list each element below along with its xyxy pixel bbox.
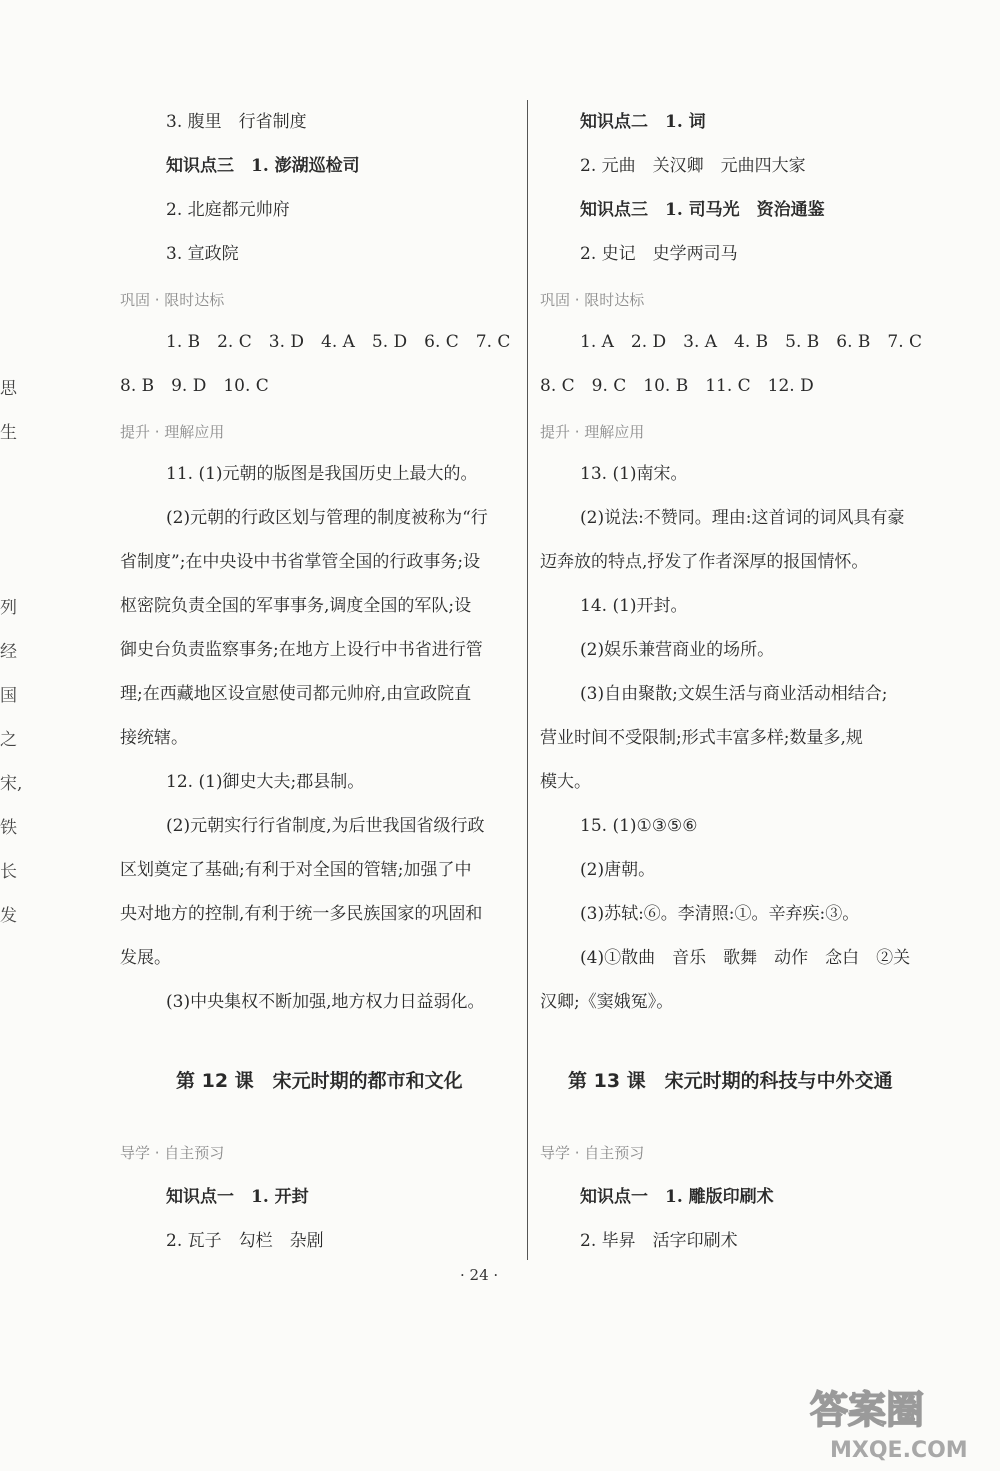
text-line: (3)中央集权不断加强,地方权力日益弱化。 — [166, 992, 485, 1012]
edge-fragment: 之 — [0, 730, 17, 750]
column-divider — [527, 100, 528, 1260]
edge-fragment: 宋, — [0, 774, 23, 794]
text-line: 央对地方的控制,有利于统一多民族国家的巩固和 — [120, 904, 483, 924]
page-number: · 24 · — [460, 1266, 499, 1284]
text-line: 3. 腹里 行省制度 — [166, 112, 307, 132]
edge-fragment: 铁 — [0, 818, 17, 838]
text-line: 汉卿;《窦娥冤》。 — [540, 992, 674, 1012]
edge-fragment: 发 — [0, 906, 17, 926]
edge-fragment: 长 — [0, 862, 17, 882]
text-line: 2. 北庭都元帅府 — [166, 200, 290, 220]
text-line: 12. (1)御史大夫;郡县制。 — [166, 772, 365, 792]
text-line: 8. B 9. D 10. C — [120, 376, 269, 396]
text-line: (2)唐朝。 — [580, 860, 656, 880]
text-line: 知识点一 1. 开封 — [166, 1187, 309, 1207]
text-line: 迈奔放的特点,抒发了作者深厚的报国情怀。 — [540, 552, 869, 572]
watermark-brand: 答案圈 — [810, 1388, 925, 1432]
text-line: (2)说法:不赞同。理由:这首词的词风具有豪 — [580, 508, 905, 528]
section-heading: 提升 · 理解应用 — [120, 423, 225, 441]
text-line: 1. A 2. D 3. A 4. B 5. B 6. B 7. C — [580, 332, 923, 352]
section-heading: 导学 · 自主预习 — [120, 1144, 225, 1162]
section-heading: 提升 · 理解应用 — [540, 423, 645, 441]
text-line: 1. B 2. C 3. D 4. A 5. D 6. C 7. C — [166, 332, 511, 352]
text-line: 枢密院负责全国的军事事务,调度全国的军队;设 — [120, 596, 472, 616]
text-line: 2. 史记 史学两司马 — [580, 244, 738, 264]
text-line: (4)①散曲 音乐 歌舞 动作 念白 ②关 — [580, 948, 911, 968]
text-line: 知识点三 1. 司马光 资治通鉴 — [580, 200, 825, 220]
text-line: 营业时间不受限制;形式丰富多样;数量多,规 — [540, 728, 863, 748]
text-line: (2)元朝实行行省制度,为后世我国省级行政 — [166, 816, 485, 836]
text-line: 15. (1)①③⑤⑥ — [580, 816, 698, 836]
text-line: 13. (1)南宋。 — [580, 464, 688, 484]
watermark-logo — [800, 1375, 990, 1465]
text-line: 3. 宣政院 — [166, 244, 239, 264]
text-line: (3)苏轼:⑥。李清照:①。辛弃疾:③。 — [580, 904, 860, 924]
text-line: 2. 瓦子 勾栏 杂剧 — [166, 1231, 324, 1251]
text-line: 知识点二 1. 词 — [580, 112, 706, 132]
edge-fragment: 思 — [0, 379, 17, 399]
text-line: 御史台负责监察事务;在地方上设行中书省进行管 — [120, 640, 483, 660]
lesson-title: 第 13 课 宋元时期的科技与中外交通 — [568, 1070, 893, 1092]
text-line: 知识点三 1. 澎湖巡检司 — [166, 156, 360, 176]
text-line: 8. C 9. C 10. B 11. C 12. D — [540, 376, 814, 396]
text-line: 知识点一 1. 雕版印刷术 — [580, 1187, 774, 1207]
section-heading: 巩固 · 限时达标 — [540, 291, 645, 309]
text-line: 理;在西藏地区设宣慰使司都元帅府,由宣政院直 — [120, 684, 472, 704]
section-heading: 巩固 · 限时达标 — [120, 291, 225, 309]
text-line: 接统辖。 — [120, 728, 188, 748]
edge-fragment: 经 — [0, 642, 17, 662]
text-line: (2)娱乐兼营商业的场所。 — [580, 640, 775, 660]
text-line: 14. (1)开封。 — [580, 596, 688, 616]
text-line: 2. 元曲 关汉卿 元曲四大家 — [580, 156, 806, 176]
text-line: 区划奠定了基础;有利于对全国的管辖;加强了中 — [120, 860, 472, 880]
text-line: 省制度”;在中央设中书省掌管全国的行政事务;设 — [120, 552, 481, 572]
text-line: 模大。 — [540, 772, 591, 792]
text-line: (2)元朝的行政区划与管理的制度被称为“行 — [166, 508, 488, 528]
text-line: 11. (1)元朝的版图是我国历史上最大的。 — [166, 464, 478, 484]
edge-fragment: 列 — [0, 598, 17, 618]
watermark-url: MXQE.COM — [830, 1438, 968, 1463]
edge-fragment: 生 — [0, 423, 17, 443]
text-line: 2. 毕昇 活字印刷术 — [580, 1231, 738, 1251]
section-heading: 导学 · 自主预习 — [540, 1144, 645, 1162]
text-line: (3)自由聚散;文娱生活与商业活动相结合; — [580, 684, 888, 704]
text-line: 发展。 — [120, 948, 171, 968]
edge-fragment: 国 — [0, 686, 17, 706]
lesson-title: 第 12 课 宋元时期的都市和文化 — [176, 1070, 463, 1092]
